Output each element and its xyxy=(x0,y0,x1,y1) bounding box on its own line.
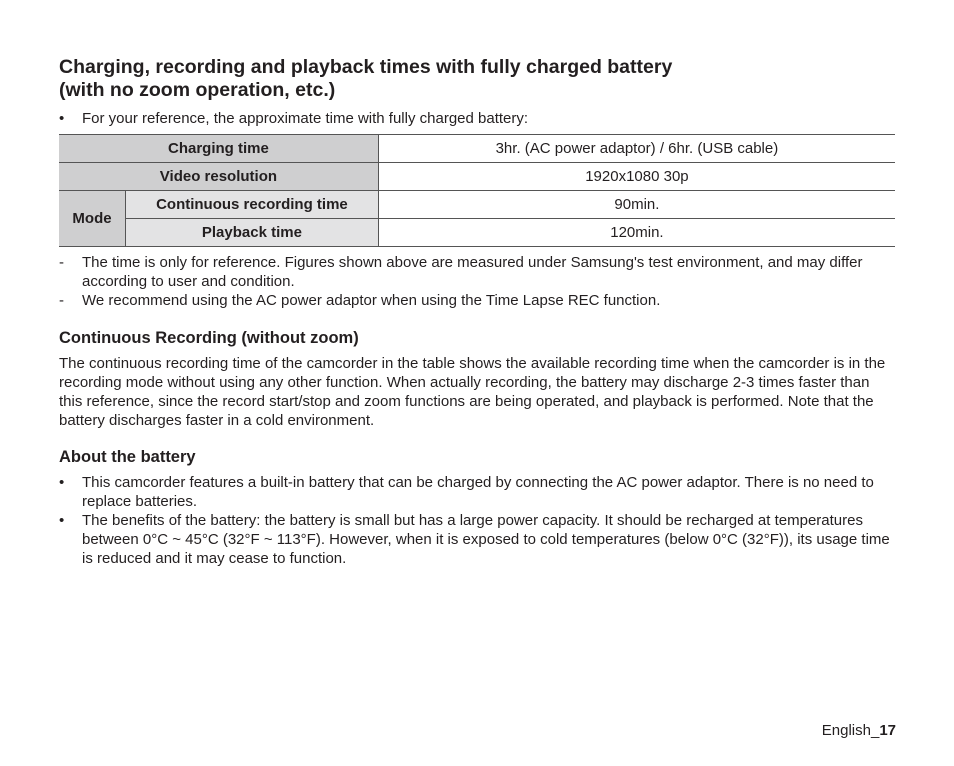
notes-list xyxy=(59,253,895,310)
mode-label: Mode xyxy=(59,191,125,247)
page-title-line-2: (with no zoom operation, etc.) xyxy=(59,79,336,101)
bullet-mark: • xyxy=(59,110,65,127)
playback-time-value: 120min. xyxy=(378,219,895,247)
intro-item xyxy=(59,109,895,128)
continuous-recording-label: Continuous recording time xyxy=(125,191,378,219)
page-title xyxy=(59,56,895,102)
video-resolution-value: 1920x1080 30p xyxy=(378,163,895,191)
bullet-mark: • xyxy=(59,512,65,529)
intro-text: For your reference, the approximate time with fully charged battery: xyxy=(82,110,529,127)
battery-item xyxy=(59,473,895,511)
footer-language: English_ xyxy=(821,722,880,739)
dash-mark: - xyxy=(59,254,64,271)
battery-item xyxy=(59,511,895,568)
note-text: We recommend using the AC power adaptor when using the Time Lapse REC function. xyxy=(82,292,661,309)
table-row-continuous xyxy=(59,191,895,219)
continuous-recording-value: 90min. xyxy=(378,191,895,219)
page-footer xyxy=(822,722,896,739)
page-number: 17 xyxy=(879,722,896,739)
playback-time-label: Playback time xyxy=(125,219,378,247)
dash-mark: - xyxy=(59,292,64,309)
about-battery-heading: About the battery xyxy=(59,448,196,466)
battery-list xyxy=(59,473,895,568)
battery-time-table xyxy=(59,134,895,247)
charging-time-label: Charging time xyxy=(59,135,378,163)
battery-item-text: The benefits of the battery: the battery is small but has a large power capacity. It should be recharged at temperatures between 0°C ~ 45°C (32°F ~ 113°F). However, when it is exposed to cold temperatures (below 0°C (32°F)), its usage time is reduced and it may cease to function. xyxy=(82,512,890,567)
table-row-charging xyxy=(59,135,895,163)
table-row-playback xyxy=(59,219,895,247)
bullet-mark: • xyxy=(59,474,65,491)
table-row-resolution xyxy=(59,163,895,191)
continuous-recording-heading: Continuous Recording (without zoom) xyxy=(59,329,359,347)
continuous-recording-paragraph: The continuous recording time of the camcorder in the table shows the available recording time when the camcorder is in the recording mode without using any other function. When actually recording, the battery may discharge 2-3 times faster than this reference, since the record start/stop and zoom functions are being operated, and playback is performed. Note that the battery discharges faster in a cold environment. xyxy=(59,355,886,429)
note-item xyxy=(59,291,895,310)
video-resolution-label: Video resolution xyxy=(59,163,378,191)
page-title-line-1: Charging, recording and playback times with fully charged battery xyxy=(59,56,673,78)
intro-list xyxy=(59,109,895,128)
battery-item-text: This camcorder features a built-in battery that can be charged by connecting the AC power adaptor. There is no need to replace batteries. xyxy=(82,474,874,510)
charging-time-value: 3hr. (AC power adaptor) / 6hr. (USB cable) xyxy=(378,135,895,163)
manual-page xyxy=(59,56,895,568)
note-item xyxy=(59,253,895,291)
note-text: The time is only for reference. Figures shown above are measured under Samsung's test environment, and may differ according to user and condition. xyxy=(82,254,863,290)
